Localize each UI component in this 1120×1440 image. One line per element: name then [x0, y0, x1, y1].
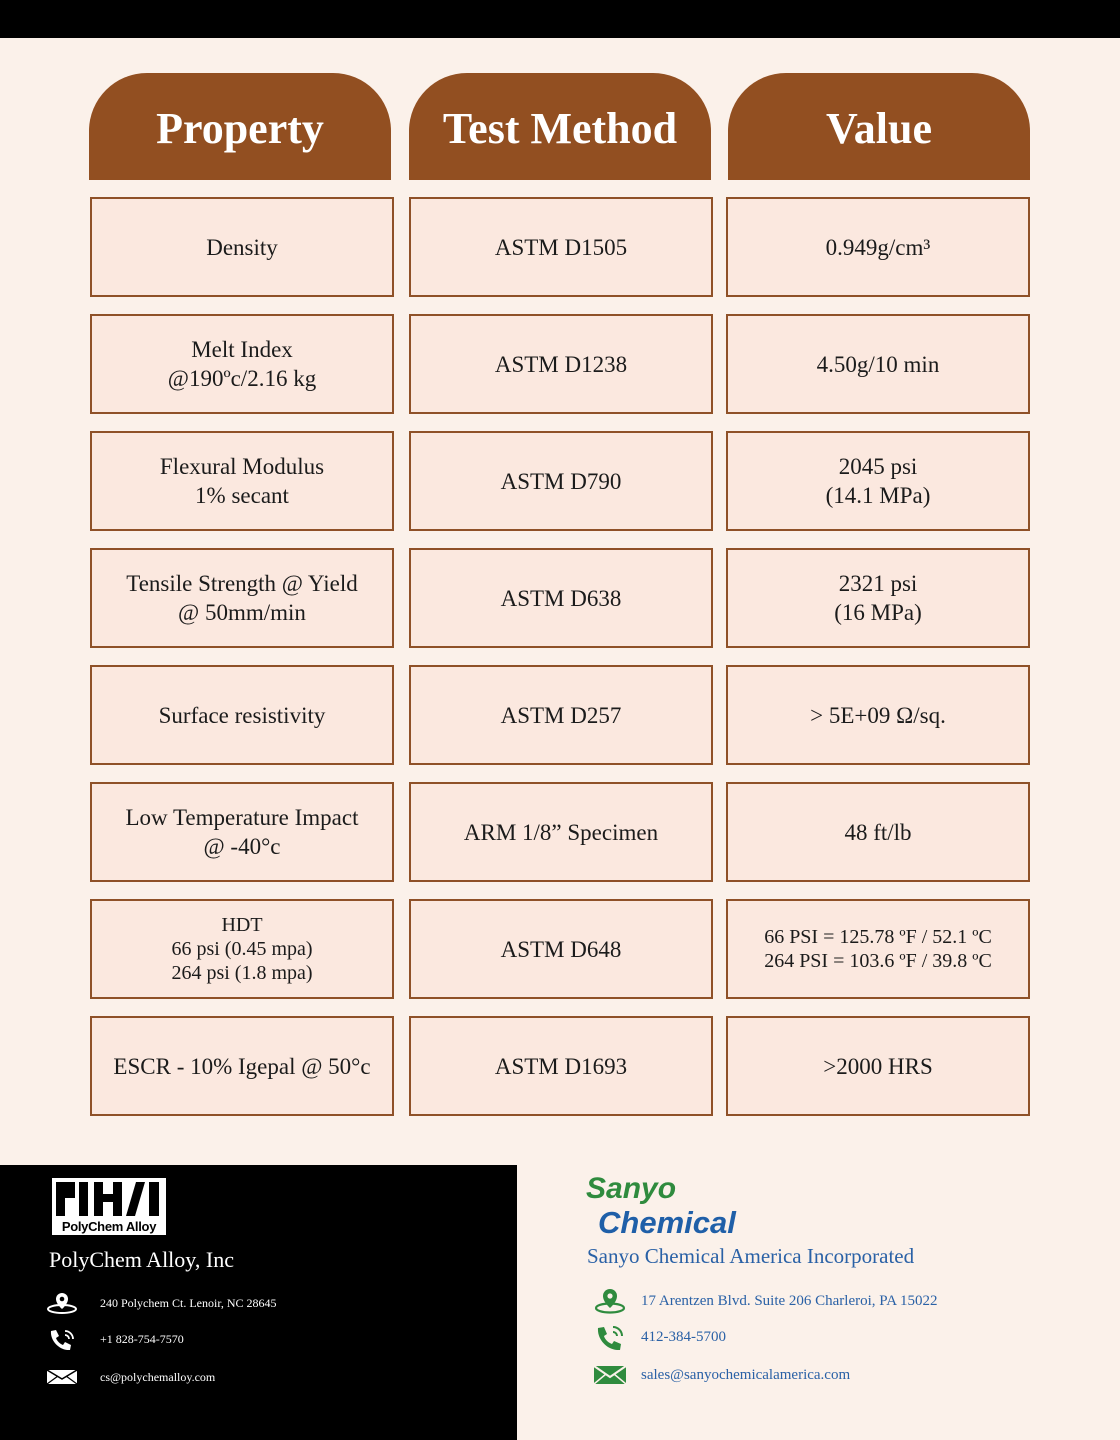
property-cell-line: Surface resistivity — [158, 702, 326, 728]
value-cell-line: 66 PSI = 125.78 ºF / 52.1 ºC — [764, 926, 992, 948]
method-cell — [409, 314, 713, 414]
polychem-phone-row — [45, 1327, 184, 1351]
method-cell — [409, 665, 713, 765]
polychem-address-row — [45, 1291, 277, 1315]
method-cell — [409, 1016, 713, 1116]
value-cell-line: (14.1 MPa) — [825, 483, 931, 508]
polychem-email-row — [45, 1365, 215, 1389]
value-cell-line: 264 PSI = 103.6 ºF / 39.8 ºC — [764, 950, 992, 972]
method-cell — [409, 197, 713, 297]
property-cell-line: 264 psi (1.8 mpa) — [171, 962, 313, 984]
value-cell — [726, 431, 1030, 531]
value-cell — [726, 548, 1030, 648]
method-cell-line: ASTM D1693 — [494, 1053, 628, 1079]
method-cell-line: ASTM D1505 — [494, 234, 628, 260]
value-cell — [726, 197, 1030, 297]
sanyo-logo-line2: Chemical — [598, 1205, 736, 1240]
method-cell — [409, 782, 713, 882]
method-cell-line: ASTM D648 — [500, 936, 622, 962]
polychem-address: 240 Polychem Ct. Lenoir, NC 28645 — [100, 1295, 277, 1310]
property-cell — [90, 314, 394, 414]
property-cell — [90, 548, 394, 648]
value-cell-line: 0.949g/cm³ — [825, 234, 931, 260]
sanyo-logo-line1: Sanyo — [586, 1172, 677, 1205]
value-cell — [726, 899, 1030, 999]
property-cell-line: @190ºc/2.16 kg — [167, 366, 317, 391]
envelope-icon — [593, 1361, 627, 1389]
property-cell-line: Density — [206, 234, 278, 260]
sanyo-address-row — [593, 1287, 938, 1315]
method-cell-line: ASTM D790 — [500, 468, 622, 494]
sanyo-phone-row — [593, 1323, 726, 1351]
method-cell-line: ASTM D257 — [500, 702, 622, 728]
location-pin-icon — [45, 1291, 79, 1315]
method-cell-line: ARM 1/8” Specimen — [463, 819, 659, 845]
property-cell-line: @ 50mm/min — [178, 600, 306, 625]
property-cell — [90, 431, 394, 531]
value-cell — [726, 314, 1030, 414]
value-cell — [726, 665, 1030, 765]
polychem-company-name: PolyChem Alloy, Inc — [49, 1247, 234, 1272]
value-cell — [726, 782, 1030, 882]
value-cell-line: > 5E+09 Ω/sq. — [810, 702, 946, 728]
value-cell-line: (16 MPa) — [834, 600, 922, 625]
value-cell-line: >2000 HRS — [823, 1053, 933, 1079]
property-cell — [90, 782, 394, 882]
property-cell — [90, 665, 394, 765]
property-cell-line: @ -40°c — [203, 834, 281, 859]
header-value: Value — [728, 73, 1030, 180]
value-cell-line: 48 ft/lb — [844, 819, 912, 845]
value-cell-line: 2045 psi — [838, 454, 918, 479]
envelope-icon — [45, 1365, 79, 1389]
method-cell — [409, 431, 713, 531]
header-test-method: Test Method — [409, 73, 711, 180]
polychem-logo — [52, 1178, 166, 1238]
sanyo-address: 17 Arentzen Blvd. Suite 206 Charleroi, PA 15022 — [641, 1292, 938, 1309]
header-property: Property — [89, 73, 391, 180]
property-cell — [90, 1016, 394, 1116]
property-cell-line: Low Temperature Impact — [125, 805, 359, 830]
sanyo-phone: 412-384-5700 — [641, 1328, 726, 1345]
property-cell-line: 66 psi (0.45 mpa) — [171, 938, 313, 960]
polychem-email[interactable]: cs@polychemalloy.com — [100, 1369, 216, 1384]
property-cell — [90, 899, 394, 999]
method-cell — [409, 899, 713, 999]
method-cell-line: ASTM D1238 — [494, 351, 628, 377]
top-bar — [0, 0, 1120, 38]
sanyo-company-name: Sanyo Chemical America Incorporated — [587, 1244, 915, 1268]
property-cell-line: HDT — [221, 914, 263, 936]
sanyo-email-row — [593, 1361, 850, 1389]
polychem-logo-text: PolyChem Alloy — [52, 1218, 166, 1235]
property-cell-line: Flexural Modulus — [159, 454, 325, 479]
sanyo-email[interactable]: sales@sanyochemicalamerica.com — [641, 1366, 851, 1383]
property-cell — [90, 197, 394, 297]
property-cell-line: Melt Index — [191, 337, 293, 362]
property-cell-line: Tensile Strength @ Yield — [126, 571, 358, 596]
value-cell — [726, 1016, 1030, 1116]
polychem-phone: +1 828-754-7570 — [100, 1331, 184, 1346]
location-pin-icon — [593, 1287, 627, 1315]
property-cell-line: 1% secant — [195, 483, 289, 508]
footer-polychem — [0, 1165, 517, 1440]
method-cell — [409, 548, 713, 648]
value-cell-line: 4.50g/10 min — [816, 351, 940, 377]
property-cell-line: ESCR - 10% Igepal @ 50°c — [113, 1053, 371, 1079]
method-cell-line: ASTM D638 — [500, 585, 622, 611]
phone-icon — [45, 1327, 79, 1351]
value-cell-line: 2321 psi — [838, 571, 918, 596]
phone-icon — [593, 1323, 627, 1351]
